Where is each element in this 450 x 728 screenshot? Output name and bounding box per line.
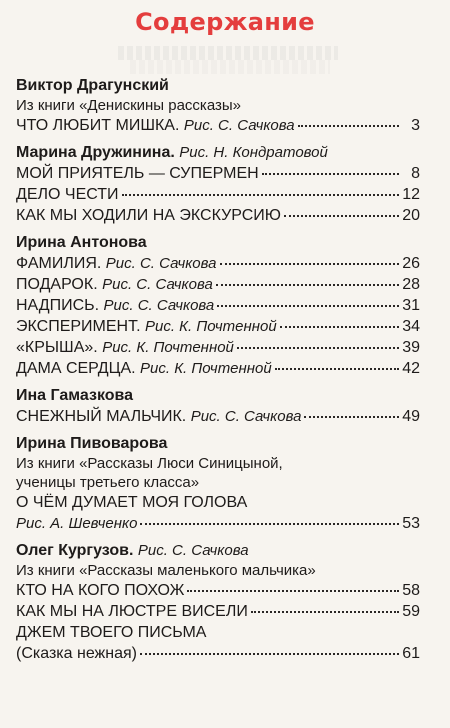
entry-title: Из книги «Рассказы Люси Синицыной, [16, 455, 283, 472]
entry-title: КАК МЫ НА ЛЮСТРЕ ВИСЕЛИ [16, 603, 248, 620]
page-number: 20 [402, 207, 420, 224]
book-source-line [16, 561, 420, 580]
entry-text [16, 253, 217, 274]
entry-text [16, 492, 247, 513]
toc-entry [16, 513, 420, 534]
book-source-line [16, 473, 420, 492]
toc-entry [16, 580, 420, 601]
author-name-text: Марина Дружинина. [16, 144, 175, 161]
table-of-contents [16, 76, 420, 671]
author-name-text: Ина Гамазкова [16, 387, 134, 404]
entry-text [16, 643, 137, 664]
entry-text [16, 274, 213, 295]
toc-entry [16, 643, 420, 664]
entry-title: ДАМА СЕРДЦА. [16, 360, 136, 377]
page-number: 26 [402, 255, 420, 272]
illustrator-credit: Рис. С. Сачкова [102, 276, 213, 293]
entry-text [16, 473, 199, 492]
page-number: 34 [402, 318, 420, 335]
entry-title: ученицы третьего класса» [16, 474, 200, 491]
illustrator-credit: Рис. К. Почтенной [145, 318, 277, 335]
author-name [16, 386, 420, 406]
illustrator-credit: Рис. К. Почтенной [102, 339, 234, 356]
entry-text [16, 406, 301, 427]
toc-entry [16, 184, 420, 205]
entry-title: КТО НА КОГО ПОХОЖ [16, 582, 185, 599]
entry-text [16, 580, 184, 601]
dot-leader [251, 607, 399, 613]
entry-title: СНЕЖНЫЙ МАЛЬЧИК. [16, 408, 187, 425]
book-source-line [16, 454, 420, 473]
page-number: 31 [402, 297, 420, 314]
dot-leader [284, 211, 399, 217]
dot-leader [275, 364, 399, 370]
author-name [16, 434, 420, 454]
entry-title: Из книги «Рассказы маленького мальчика» [16, 562, 316, 579]
entry-title: ДЖЕМ ТВОЕГО ПИСЬМА [16, 624, 207, 641]
toc-entry [16, 406, 420, 427]
page-number: 3 [411, 117, 420, 134]
dot-leader [140, 649, 399, 655]
dot-leader [122, 190, 399, 196]
dot-leader [217, 301, 399, 307]
toc-entry [16, 622, 420, 643]
entry-text [16, 96, 241, 115]
book-source-line [16, 96, 420, 115]
entry-text [16, 561, 316, 580]
dot-leader [280, 322, 399, 328]
toc-section [16, 434, 420, 534]
author-name [16, 541, 420, 561]
entry-title: ФАМИЛИЯ. [16, 255, 102, 272]
bleed-through-text [130, 60, 330, 74]
entry-title: ЭКСПЕРИМЕНТ. [16, 318, 141, 335]
illustrator-credit: Рис. С. Сачкова [183, 117, 295, 134]
entry-title: О ЧЁМ ДУМАЕТ МОЯ ГОЛОВА [16, 494, 248, 511]
entry-title: ДЕЛО ЧЕСТИ [16, 186, 119, 203]
toc-entry [16, 358, 420, 379]
author-name-text: Ирина Антонова [16, 234, 147, 251]
entry-title: МОЙ ПРИЯТЕЛЬ — СУПЕРМЕН [16, 165, 259, 182]
dot-leader [216, 280, 399, 286]
entry-text [16, 115, 295, 136]
entry-text [16, 358, 272, 379]
entry-text [16, 513, 137, 534]
toc-section [16, 233, 420, 379]
entry-text [16, 316, 277, 337]
toc-entry [16, 492, 420, 513]
illustrator-credit: Рис. С. Сачкова [103, 297, 215, 314]
toc-entry [16, 295, 420, 316]
author-name-text: Олег Кургузов. [16, 542, 134, 559]
page-number: 59 [402, 603, 420, 620]
toc-entry [16, 253, 420, 274]
page-number: 39 [402, 339, 420, 356]
toc-entry [16, 163, 420, 184]
toc-section [16, 143, 420, 226]
illustrator-credit: Рис. С. Сачкова [137, 542, 249, 559]
illustrator-credit: Рис. К. Почтенной [140, 360, 272, 377]
entry-title: КАК МЫ ХОДИЛИ НА ЭКСКУРСИЮ [16, 207, 281, 224]
page-number: 53 [402, 515, 420, 532]
entry-text [16, 454, 283, 473]
entry-text [16, 184, 119, 205]
toc-entry [16, 274, 420, 295]
toc-entry [16, 316, 420, 337]
page-number: 28 [402, 276, 420, 293]
toc-section [16, 76, 420, 136]
page-number: 61 [402, 645, 420, 662]
page-number: 58 [402, 582, 420, 599]
page-number: 42 [402, 360, 420, 377]
author-name [16, 233, 420, 253]
entry-text [16, 163, 259, 184]
entry-text [16, 295, 214, 316]
page-number: 12 [402, 186, 420, 203]
entry-title: (Сказка нежная) [16, 645, 137, 662]
dot-leader [298, 121, 399, 127]
dot-leader [140, 519, 399, 525]
illustrator-credit: Рис. С. Сачкова [105, 255, 217, 272]
author-name [16, 143, 420, 163]
entry-title: «КРЫША». [16, 339, 98, 356]
toc-entry [16, 205, 420, 226]
author-name [16, 76, 420, 96]
entry-title: ПОДАРОК. [16, 276, 98, 293]
toc-section [16, 541, 420, 664]
entry-text [16, 205, 281, 226]
author-name-text: Ирина Пивоварова [16, 435, 168, 452]
entry-title: ЧТО ЛЮБИТ МИШКА. [16, 117, 180, 134]
dot-leader [187, 586, 399, 592]
bleed-through-text [118, 46, 338, 60]
page-number: 8 [411, 165, 420, 182]
entry-title: Из книги «Денискины рассказы» [16, 97, 241, 114]
illustrator-credit: Рис. А. Шевченко [16, 515, 138, 532]
toc-entry [16, 115, 420, 136]
toc-entry [16, 601, 420, 622]
dot-leader [220, 259, 400, 265]
dot-leader [304, 412, 399, 418]
toc-section [16, 386, 420, 427]
toc-entry [16, 337, 420, 358]
page-title: Содержание [135, 8, 315, 36]
entry-text [16, 622, 206, 643]
author-name-text: Виктор Драгунский [16, 77, 169, 94]
page-number: 49 [402, 408, 420, 425]
entry-text [16, 337, 234, 358]
dot-leader [262, 169, 399, 175]
illustrator-credit: Рис. С. Сачкова [190, 408, 302, 425]
dot-leader [237, 343, 399, 349]
entry-title: НАДПИСЬ. [16, 297, 100, 314]
entry-text [16, 601, 248, 622]
illustrator-credit: Рис. Н. Кондратовой [179, 144, 328, 161]
